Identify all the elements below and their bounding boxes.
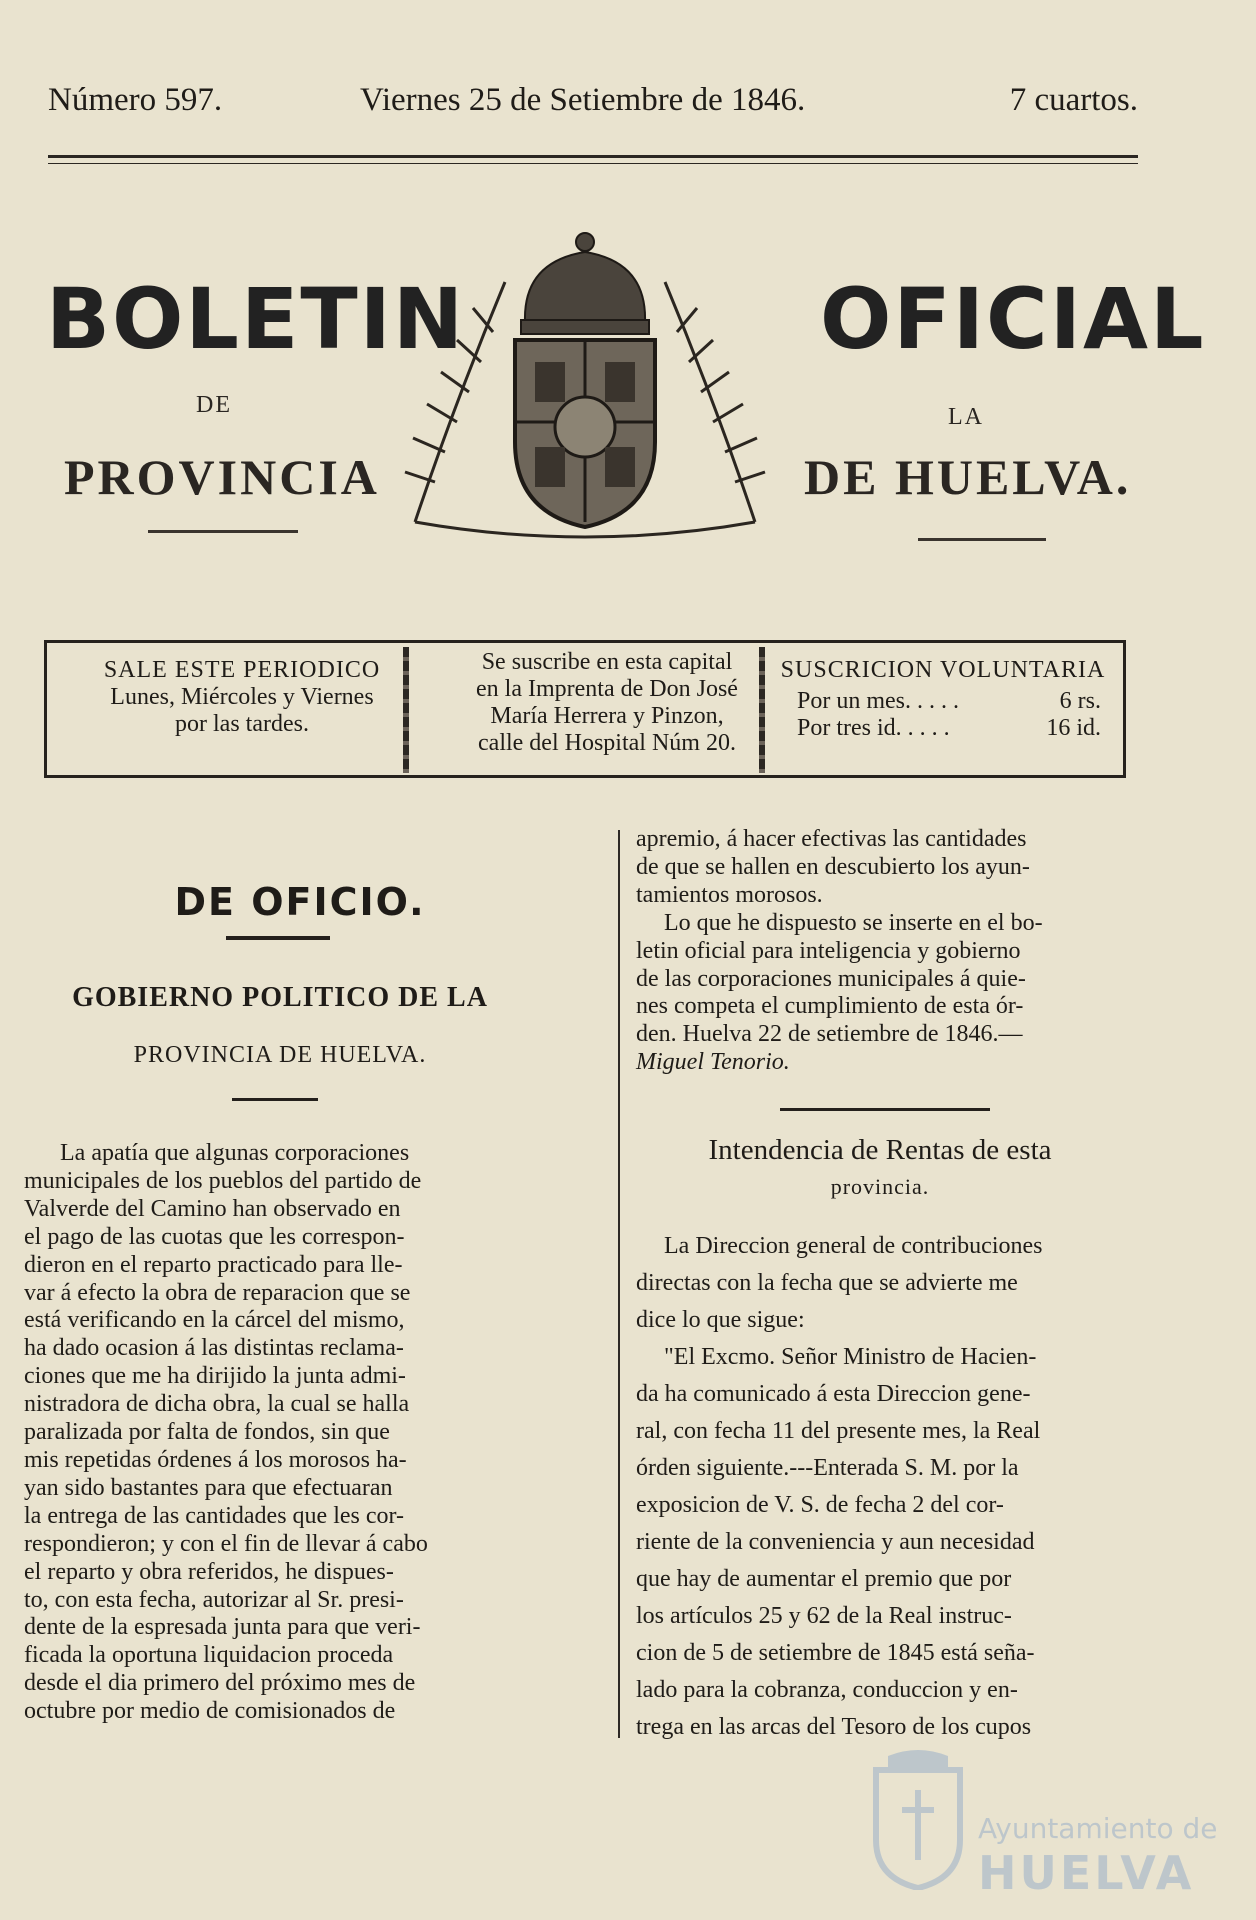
publication-schedule: [57, 657, 427, 738]
text-line: da ha comunicado á esta Direccion gene-: [636, 1381, 1031, 1407]
text-line: den. Huelva 22 de setiembre de 1846.—: [636, 1021, 1023, 1048]
text-line: paralizada por falta de fondos, sin que: [24, 1419, 390, 1446]
schedule-title: SALE ESTE PERIODICO: [103, 657, 381, 683]
text-line: var á efecto la obra de reparacion que se: [24, 1279, 411, 1306]
intendencia-subheading: provincia.: [830, 1174, 930, 1199]
intendencia-heading: Intendencia de Rentas de esta: [708, 1134, 1052, 1166]
issue-number: Número 597.: [48, 82, 223, 118]
right-article-top: [636, 826, 1130, 1077]
masthead-oficial: OFICIAL: [820, 270, 1206, 368]
masthead-la: LA: [948, 404, 984, 430]
price-monthly: Por un mes. . . . . 6 rs.: [797, 688, 1101, 714]
subscription-place: [411, 649, 803, 757]
info-divider-right: [759, 647, 765, 773]
text-line: cion de 5 de setiembre de 1845 está seña-: [636, 1640, 1035, 1666]
section-rule: [226, 936, 330, 940]
column-divider: [618, 830, 620, 1738]
watermark-title: HUELVA: [978, 1846, 1195, 1900]
ayuntamiento-watermark: [868, 1750, 1218, 1900]
masthead-ornament-left: [148, 530, 298, 533]
section-heading-de-oficio: DE OFICIO.: [174, 880, 426, 924]
info-divider-left: [403, 647, 409, 773]
subscription-prices: [773, 657, 1113, 742]
text-line: el reparto y obra referidos, he dispues-: [24, 1558, 394, 1585]
text-line: "El Excmo. Señor Ministro de Hacien-: [664, 1344, 1037, 1370]
city-shield-icon: [868, 1750, 968, 1890]
signature: Miguel Tenorio.: [636, 1049, 790, 1076]
text-line: riente de la conveniencia y aun necesidad: [636, 1529, 1035, 1555]
subscribe-line-1: Se suscribe en esta capital: [481, 649, 733, 675]
heading-rule: [232, 1098, 318, 1101]
dateline: [48, 82, 1138, 132]
text-line: el pago de las cuotas que les correspon-: [24, 1223, 405, 1250]
text-line: dice lo que sigue:: [636, 1307, 805, 1333]
text-line: dieron en el reparto practicado para lle-: [24, 1251, 403, 1278]
masthead-boletin: BOLETIN: [46, 270, 466, 368]
text-line: respondieron; y con el fin de llevar á cabo: [24, 1530, 428, 1557]
text-line: tamientos morosos.: [636, 881, 823, 908]
text-line: Valverde del Camino han observado en: [24, 1195, 401, 1222]
subscribe-line-4: calle del Hospital Núm 20.: [478, 730, 736, 756]
text-line: octubre por medio de comisionados de: [24, 1698, 396, 1725]
text-line: ficada la oportuna liquidacion proceda: [24, 1642, 394, 1669]
text-line: municipales de los pueblos del partido de: [24, 1167, 422, 1194]
price-quarterly: Por tres id. . . . . 16 id.: [797, 715, 1101, 741]
text-line: apremio, á hacer efectivas las cantidades: [636, 826, 1027, 852]
masthead-provincia: PROVINCIA: [64, 449, 380, 505]
coat-of-arms-emblem: [395, 222, 775, 552]
text-line: ciones que me ha dirijido la junta admi-: [24, 1363, 406, 1390]
subscribe-line-3: María Herrera y Pinzon,: [490, 703, 724, 729]
text-line: de que se hallen en descubierto los ayun-: [636, 853, 1030, 880]
subscription-info-box: [44, 640, 1126, 778]
text-line: ha dado ocasion á las distintas reclama-: [24, 1335, 404, 1362]
schedule-days: Lunes, Miércoles y Viernes: [110, 684, 374, 710]
issue-date: Viernes 25 de Setiembre de 1846.: [360, 82, 806, 118]
text-line: la entrega de las cantidades que les cor-: [24, 1502, 405, 1529]
text-line: está verificando en la cárcel del mismo,: [24, 1307, 405, 1334]
text-line: yan sido bastantes para que efectuaran: [24, 1474, 393, 1501]
text-line: mis repetidas órdenes á los morosos ha-: [24, 1446, 407, 1473]
masthead-de-huelva: DE HUELVA.: [804, 449, 1132, 505]
watermark-subtitle: Ayuntamiento de: [978, 1812, 1218, 1845]
issue-price: 7 cuartos.: [1009, 82, 1138, 118]
text-line: nes competa el cumplimiento de esta ór-: [636, 993, 1024, 1020]
provincia-heading: PROVINCIA DE HUELVA.: [133, 1042, 427, 1068]
schedule-time: por las tardes.: [175, 711, 309, 737]
masthead-ornament-right: [918, 538, 1046, 541]
text-line: lado para la cobranza, conduccion y en-: [636, 1677, 1018, 1703]
text-line: desde el dia primero del próximo mes de: [24, 1670, 416, 1697]
text-line: ral, con fecha 11 del presente mes, la Real: [636, 1418, 1041, 1444]
text-line: Lo que he dispuesto se inserte en el bo-: [664, 909, 1043, 936]
article-separator: [780, 1108, 990, 1111]
top-rule-thick: [48, 155, 1138, 158]
gobierno-heading: GOBIERNO POLITICO DE LA: [72, 982, 488, 1013]
left-article-body: [24, 1140, 518, 1726]
text-line: to, con esta fecha, autorizar al Sr. presi-: [24, 1586, 404, 1613]
text-line: trega en las arcas del Tesoro de los cupos: [636, 1714, 1032, 1740]
text-line: exposicion de V. S. de fecha 2 del cor-: [636, 1492, 1004, 1518]
text-line: de las corporaciones municipales á quie-: [636, 965, 1026, 992]
text-line: La Direccion general de contribuciones: [664, 1233, 1043, 1259]
right-article-body: [636, 1228, 1130, 1746]
text-line: nistradora de dicha obra, la cual se halla: [24, 1391, 410, 1418]
text-line: directas con la fecha que se advierte me: [636, 1270, 1018, 1296]
text-line: letin oficial para inteligencia y gobierno: [636, 937, 1021, 964]
text-line: los artículos 25 y 62 de la Real instruc-: [636, 1603, 1012, 1629]
subscribe-line-2: en la Imprenta de Don José: [476, 676, 738, 702]
prices-title: SUSCRICION VOLUNTARIA: [780, 657, 1106, 683]
text-line: dente de la espresada junta para que veri-: [24, 1614, 421, 1641]
text-line: La apatía que algunas corporaciones: [60, 1140, 410, 1166]
top-rule-thin: [48, 163, 1138, 164]
text-line: que hay de aumentar el premio que por: [636, 1566, 1012, 1592]
text-line: órden siguiente.---Enterada S. M. por la: [636, 1455, 1019, 1481]
masthead-de: DE: [196, 392, 232, 418]
